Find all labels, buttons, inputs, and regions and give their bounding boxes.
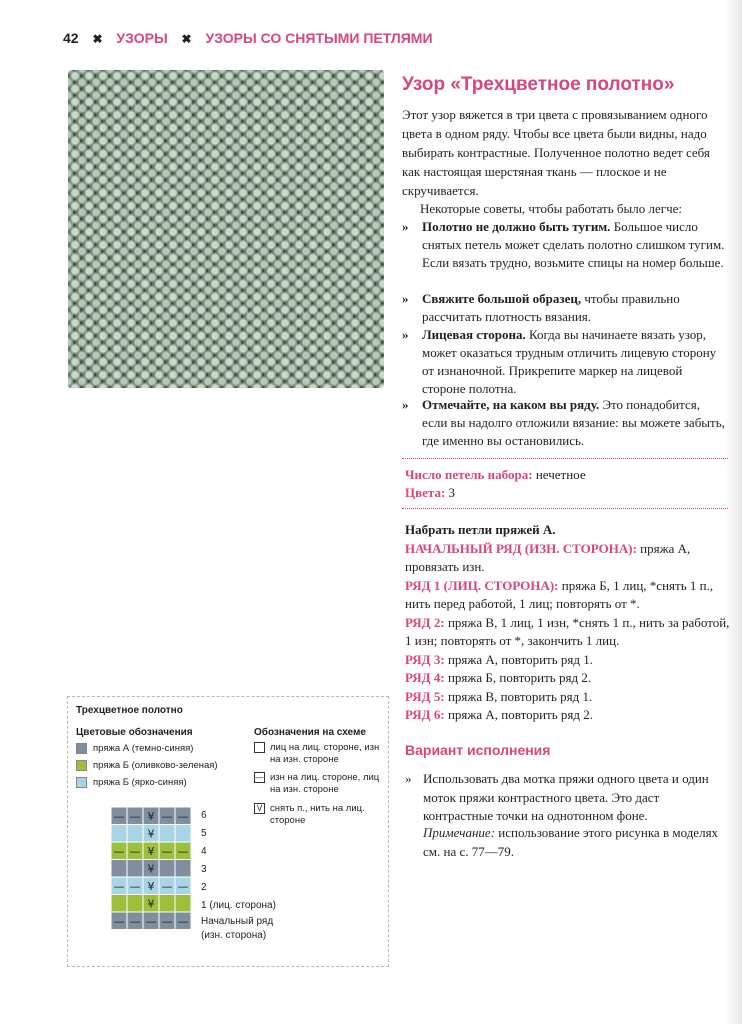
purl-symbol-icon: — (161, 914, 173, 928)
symbol-legend-label: снять п., нить на лиц. стороне (270, 803, 365, 826)
bullet-icon: » (402, 397, 409, 412)
purl-symbol-icon: — (161, 844, 173, 858)
page-header (63, 30, 433, 46)
colors-count-label: Цвета: (405, 485, 446, 500)
row-text: пряжа А, провязать изн. (405, 540, 691, 574)
tip-heading: Свяжите большой образец, (422, 291, 582, 306)
slip-stitch-symbol-icon: ¥ (147, 827, 155, 841)
chart-cell (111, 860, 127, 878)
row-number: 4 (201, 846, 207, 857)
knit-symbol-icon (254, 742, 265, 753)
slip-stitch-symbol-icon: ¥ (147, 844, 155, 858)
color-swatch (76, 743, 87, 754)
row-number: Начальный ряд (201, 916, 274, 927)
symbol-legend-item (254, 742, 382, 766)
chart-cell (159, 895, 175, 913)
tip-text: Это понадобится, если вы надолго отложили вязание: вы можете забыть, где именно вы остановились. (422, 397, 725, 448)
row-number: 2 (201, 882, 207, 893)
symbol-legend-label: лиц на лиц. стороне, изн на изн. стороне (270, 742, 380, 765)
slip-stitch-symbol-icon: ¥ (147, 897, 155, 911)
chart-cell (159, 825, 175, 843)
row-number: 6 (201, 810, 207, 821)
row-instruction (405, 651, 730, 670)
color-legend-label: пряжа А (темно-синяя) (93, 743, 194, 754)
colors-count (405, 483, 729, 502)
row-number: 5 (201, 828, 207, 839)
row-text: пряжа В, 1 лиц, 1 изн, *снять 1 п., нить за работой, 1 изн; повторять от *, закончить 1 лиц. (405, 614, 730, 648)
chart-cell (111, 895, 127, 913)
note-label: Примечание: (423, 825, 496, 840)
bullet-icon: » (402, 219, 409, 234)
slip-stitch-symbol-icon: ¥ (147, 879, 155, 893)
header-separator-icon: ✖ (181, 32, 192, 46)
chart-title: Трехцветное полотно (76, 705, 183, 716)
row-text: пряжа Б, 1 лиц, *снять 1 п., нить перед работой, 1 лиц; повторять от *. (405, 577, 714, 611)
chart-box (67, 696, 389, 967)
purl-symbol-icon: — (129, 809, 141, 823)
purl-symbol-icon: — (129, 879, 141, 893)
variant-text: Использовать два мотка пряжи одного цвета и один моток пряжи контрастного цвета. Это даст контрастные точки на однотонном фоне. (423, 771, 709, 823)
variant-item (405, 770, 729, 826)
row-number: (изн. сторона) (201, 930, 267, 941)
note-text: использование этого рисунка в моделях см. на с. 77—79. (423, 825, 719, 859)
purl-symbol-icon: — (129, 914, 141, 928)
slip-stitch-symbol-icon: V (254, 803, 265, 814)
purl-symbol-icon: — (145, 914, 157, 928)
symbol-legend-label: изн на лиц. стороне, лиц на изн. стороне (270, 772, 380, 795)
row-number: 3 (201, 864, 207, 875)
color-swatch (76, 777, 87, 788)
row-text: пряжа А, повторить ряд 2. (444, 707, 593, 722)
bullet-icon: » (402, 327, 409, 342)
row-label: РЯД 3: (405, 651, 445, 667)
purl-symbol-icon: — (255, 773, 264, 782)
color-legend-item (76, 777, 187, 788)
slip-stitch-symbol-icon: ¥ (147, 809, 155, 823)
row-text: пряжа Б, повторить ряд 2. (444, 670, 592, 685)
tip-item (402, 396, 727, 450)
symbol-legend-heading: Обозначения на схеме (254, 727, 366, 738)
row-label: НАЧАЛЬНЫЙ РЯД (ИЗН. СТОРОНА): (405, 540, 637, 556)
tips-intro: Некоторые советы, чтобы работать было легче: (420, 201, 683, 216)
page-number: 42 (63, 30, 79, 46)
chart-cell (175, 825, 191, 843)
purl-symbol-icon: — (177, 879, 189, 893)
purl-symbol-icon: — (113, 809, 125, 823)
divider (402, 458, 728, 459)
bullet-icon: » (405, 771, 412, 786)
intro-paragraph: Этот узор вяжется в три цвета с провязыванием одного цвета в одном ряду. Чтобы все цвета были видны, надо выбирать контрастные. Полученное полотно ведет себя как настоящая шерстяная ткань — плоское и не скручивается. (402, 107, 710, 198)
row-label: РЯД 4: (405, 670, 445, 685)
purl-symbol-icon: — (113, 879, 125, 893)
variant-title: Вариант исполнения (405, 742, 551, 758)
tip-text: чтобы правильно рассчитать плотность вязания. (422, 291, 680, 324)
chart-cell (175, 895, 191, 913)
row-instruction (405, 577, 730, 614)
tip-heading: Полотно не должно быть тугим. (422, 219, 611, 234)
symbol-legend-item (254, 803, 382, 827)
row-label: РЯД 2: (405, 614, 445, 630)
header-separator-icon: ✖ (92, 32, 103, 46)
purl-symbol-icon: — (113, 844, 125, 858)
tip-item (402, 218, 727, 272)
row-instruction (405, 706, 730, 725)
instructions (405, 521, 730, 725)
knitted-swatch-photo (68, 70, 384, 388)
color-legend-item (76, 743, 193, 754)
row-instruction (405, 540, 730, 577)
tip-item (402, 290, 727, 326)
purl-symbol-icon: — (177, 844, 189, 858)
row-instruction (405, 669, 730, 688)
chart-cell (127, 860, 143, 878)
purl-symbol-icon: — (113, 914, 125, 928)
purl-symbol-icon: — (177, 809, 189, 823)
chart-cell (175, 860, 191, 878)
row-text: пряжа А, повторить ряд 1. (444, 651, 593, 667)
tip-heading: Отмечайте, на каком вы ряду. (422, 397, 600, 412)
tip-text: Большое число снятых петель может сделать полотно слишком тугим. Если вязать трудно, возьмите спицы на номер больше. (422, 219, 725, 270)
cast-on-instruction: Набрать петли пряжей А. (405, 522, 556, 537)
slip-stitch-symbol-icon: ¥ (147, 862, 155, 876)
row-label: РЯД 5: (405, 688, 445, 704)
knitting-chart-grid (110, 806, 200, 932)
color-legend-item (76, 760, 218, 771)
row-text: пряжа В, повторить ряд 1. (444, 688, 593, 704)
color-legend-heading: Цветовые обозначения (76, 727, 193, 738)
row-instruction (405, 688, 730, 707)
row-label: РЯД 1 (ЛИЦ. СТОРОНА): (405, 577, 559, 593)
colors-count-value: 3 (445, 485, 456, 500)
pattern-title: Узор «Трехцветное полотно» (402, 74, 675, 95)
tip-text: Когда вы начинаете вязать узор, может оказаться трудным отличить лицевую сторону от изнаночной. Прикрепите маркер на лицевой стороне полотна. (422, 327, 717, 396)
row-label: РЯД 6: (405, 707, 445, 722)
color-legend-label: пряжа Б (ярко-синяя) (93, 777, 187, 788)
purl-symbol-icon: — (161, 809, 173, 823)
tip-heading: Лицевая сторона. (422, 327, 526, 342)
purl-symbol-icon: — (129, 844, 141, 858)
tip-item (402, 326, 727, 398)
bullet-icon: » (402, 291, 409, 306)
subsection-title: УЗОРЫ СО СНЯТЫМИ ПЕТЛЯМИ (205, 30, 433, 46)
chart-cell (111, 825, 127, 843)
divider (402, 508, 728, 509)
row-instruction (405, 614, 730, 651)
stitch-count (405, 465, 729, 484)
purl-symbol-icon: — (177, 914, 189, 928)
purl-symbol-icon: — (161, 879, 173, 893)
color-legend-label: пряжа Б (оливково-зеленая) (93, 760, 218, 771)
symbol-legend-item (254, 772, 382, 796)
row-number: 1 (лиц. сторона) (201, 900, 276, 911)
color-swatch (76, 760, 87, 771)
chart-cell (159, 860, 175, 878)
chart-cell (127, 825, 143, 843)
section-title: УЗОРЫ (116, 30, 168, 46)
chart-cell (127, 895, 143, 913)
variant-note (423, 824, 729, 861)
stitch-count-label: Число петель набора: (405, 467, 533, 482)
stitch-count-value: нечетное (532, 467, 586, 482)
